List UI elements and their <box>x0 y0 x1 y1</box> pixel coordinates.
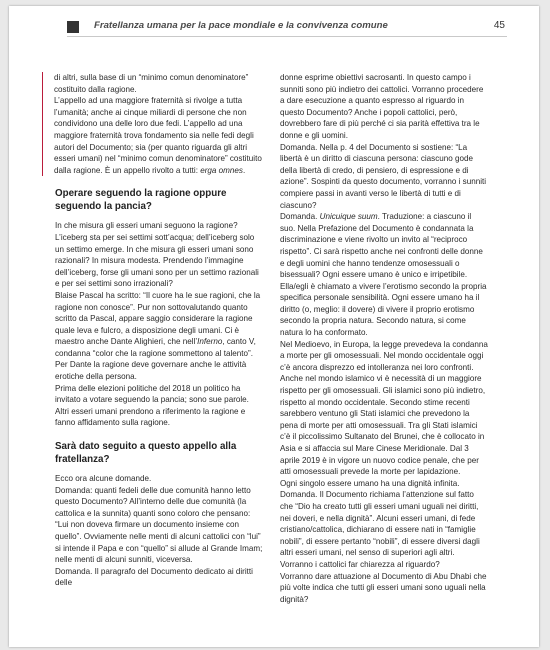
paragraph <box>42 72 263 176</box>
paragraph-text: . <box>242 165 246 175</box>
paragraph <box>280 211 488 339</box>
page-number: 45 <box>493 20 505 31</box>
paragraph: Domanda. Il paragrafo del Documento dedicato ai diritti delle <box>55 566 253 588</box>
paragraph: In che misura gli esseri umani seguono la ragione? L’iceberg sta per sei settimi sott’acqua; dell’iceberg solo un settimo emerge. In che misura gli esseri umani sono razionali? In misura modesta. Prendendo l’immagine dell’iceberg, forse gli umani sono per un settimo razionali e per sei settimi sono irrazionali? <box>55 221 259 289</box>
paragraph-text: L’appello ad una maggiore fraternità si rivolge a tutta l’umanità; anche ai cinque miliardi di persone che non condividono una delle loro due fedi. L’appello ad una maggiore fraternità trova fondamento sia nelle fedi degli autori del Documento; sia (per quanto riguarda gli altri esseri umani) nel “minimo comun denominatore” costituito dalla ragione. È un appello rivolto a tutti: <box>54 96 262 175</box>
paragraph: Domanda. Il Documento richiama l’attenzione sul fatto che “Dio ha creato tutti gli esseri umani uguali nei diritti, nei doveri, e nella dignità”. Alcuni esseri umani, di fede cristiano/cattolica, dichiarano di essere nati in “famiglie nobili”, di essere pertanto “nobili”, di essere diversi dagli altri esseri umani, nel senso di superiori agli altri. Vorranno i cattolici far chiarezza al riguardo? <box>280 490 480 569</box>
latin-phrase: Unicuique suum <box>319 212 378 222</box>
document-page <box>9 6 539 647</box>
left-column <box>55 72 263 589</box>
paragraph-text: Blaise Pascal ha scritto: “Il cuore ha le sue ragioni, che la ragione non conosce”. Pur non sottovalutando quanto scritto da Pascal, appare saggio considerare la ragione quale leva e fulcro, a disposizione degli umani. Ci è maestro anche Dante Alighieri, che nell’ <box>55 290 261 347</box>
section-heading-appeal-follow-up: Sarà dato seguito a questo appello alla fratellanza? <box>55 441 237 466</box>
running-header <box>67 20 507 37</box>
latin-phrase: erga omnes <box>200 165 243 175</box>
paragraph-text: , canto V, condanna “color che la ragione sommettono al talento”. Per Dante la ragione deve governare anche le attività erotiche della persona. <box>55 337 256 382</box>
paragraph: Anche nel mondo islamico vi è necessità di un maggiore rispetto per gli omosessuali. Gli islamici sono più indietro, rispetto al mondo occidentale. Secondo stime recenti sarebbero ventuno gli Stati islamici che prevedono la pena di morte per atti omosessuali. Tra gli Stati islamici c’è il piccolissimo Sultanato del Brunei, che è collocato in Asia e si affaccia sul Mare Cinese Meridionale. Dal 3 aprile 2019 è in vigore un nuovo codice penale, che per atti omosessuali prevede la morte per lapidazione. <box>280 374 486 477</box>
paragraph: Prima delle elezioni politiche del 2018 un politico ha invitato a votare seguendo la pancia; sono sue parole. Altri esseri umani prendono a riferimento la ragione e fanno affidamento sulla ragione. <box>55 383 249 428</box>
paragraph <box>55 290 263 383</box>
running-title: Fratellanza umana per la pace mondiale e la convivenza comune <box>94 20 388 31</box>
paragraph: Nel Medioevo, in Europa, la legge prevedeva la condanna a morte per gli omosessuali. Nel mondo occidentale oggi c’è ancora disprezzo ed intolleranza nei loro confronti. <box>280 339 488 372</box>
section-heading-reason-or-gut: Operare seguendo la ragione oppure seguendo la pancia? <box>55 188 227 213</box>
paragraph-text: . Traduzione: a ciascuno il suo. Nella Prefazione del Documento è condannata la discriminazione e viene rivolto un invito al “reciproco rispetto”. Ci sarà rispetto anche nei confronti delle donne e degli uomini che hanno tendenze omosessuali o bisessuali? Ogni essere umano è unico e irripetibile. Ella/egli è chiamato a vivere l’erotismo secondo la propria specifica personale sensibilità. Ogni essere umano ha il diritto (o, meglio: il dovere) di vivere il proprio erotismo secondo la propria natura. Secondo natura, si come natura lo ha conformato. <box>280 212 487 338</box>
right-column <box>280 72 488 605</box>
paragraph: Vorranno dare attuazione al Documento di Abu Dhabi che più volte indica che tutti gli esseri umani sono uguali nella dignità? <box>280 571 487 604</box>
paragraph: donne esprime obiettivi sacrosanti. In questo campo i sunniti sono più indietro dei cattolici. Vorranno procedere a dare esecuzione a quanto espresso al riguardo in questo Documento? Anche i popoli cattolici, però, dovrebbero fare di più perché ci sia parità effettiva tra le donne e gli uomini. <box>280 73 484 140</box>
paragraph-text: di altri, sulla base di un “minimo comun denominatore” costituito dalla ragione. <box>54 73 249 94</box>
paragraph-text: Domanda. <box>280 212 320 222</box>
paragraph: Ecco ora alcune domande. <box>55 474 152 484</box>
paragraph: Ogni singolo essere umano ha una dignità infinita. <box>280 478 460 488</box>
paragraph: Domanda: quanti fedeli delle due comunità hanno letto questo Documento? All’interno delle due comunità (la cattolica e la sunnita) quanti sono coloro che pensano: “Lui non doveva firmare un documento insieme con quello”. Ovviamente nelle menti di alcuni cattolici con “lui” si intende il Papa e con “quello” si allude al Grande Imam; nelle menti di alcuni sunniti, viceversa. <box>55 485 263 565</box>
header-square-mark <box>67 21 79 33</box>
work-title: Inferno <box>197 337 223 347</box>
paragraph: Domanda. Nella p. 4 del Documento si sostiene: “La libertà è un diritto di ciascuna persona: ciascuno gode della libertà di credo, di pensiero, di espressione e di azione”. Sospinti da questo documento, vorranno i sunniti compiere passi in avanti verso le libertà di tutti e di ciascuno? <box>280 142 487 210</box>
